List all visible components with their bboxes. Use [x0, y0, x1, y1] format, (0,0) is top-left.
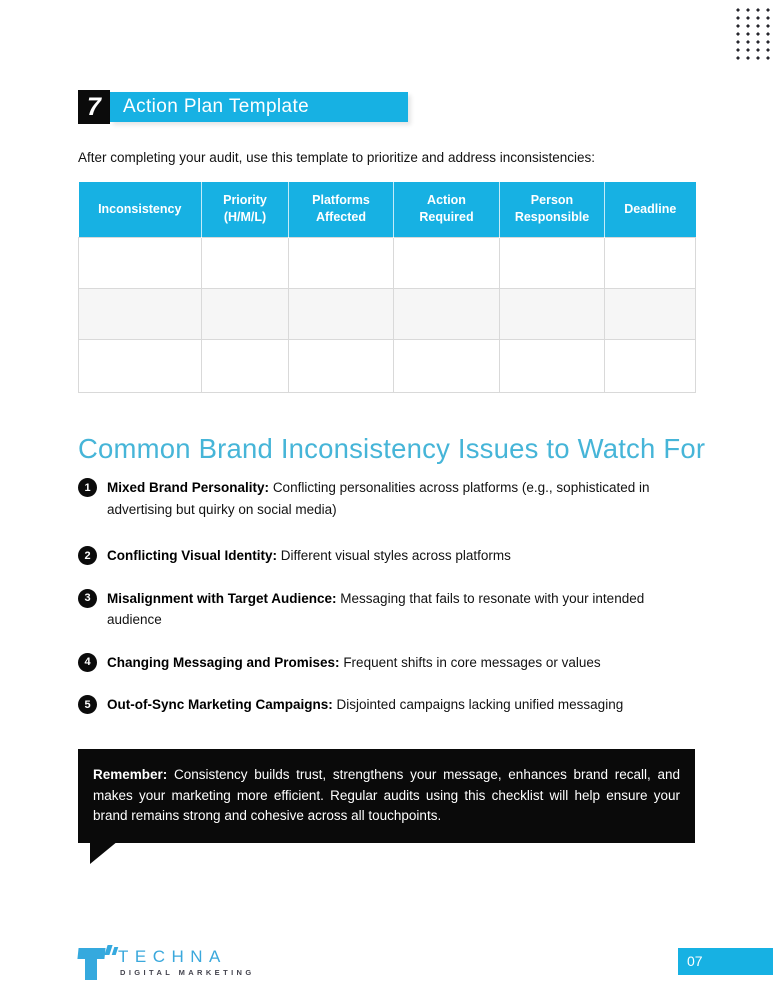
column-header-deadline: Deadline: [605, 182, 696, 237]
intro-paragraph: After completing your audit, use this template to prioritize and address inconsistencies:: [78, 150, 596, 165]
table-cell: [202, 288, 289, 339]
list-item: [78, 652, 678, 674]
table-cell: [605, 288, 696, 339]
table-cell: [500, 339, 605, 392]
table-cell: [289, 288, 394, 339]
action-plan-table: [78, 182, 695, 393]
table-header-row: [79, 182, 696, 237]
issue-description: Conflicting personalities across platforms (e.g., sophisticated in advertising but quirky on social media): [107, 480, 650, 517]
dots-pattern-decoration: [733, 6, 773, 62]
column-header-person: Person Responsible: [500, 182, 605, 237]
table-cell: [79, 288, 202, 339]
brand-text: [118, 944, 255, 982]
issue-text: [107, 477, 663, 520]
table-cell: [79, 339, 202, 392]
list-item: [78, 588, 678, 631]
number-badge: 5: [78, 695, 97, 714]
issues-list: [78, 477, 678, 737]
section-number-badge: 7: [78, 90, 110, 124]
page-number-badge: 07: [678, 948, 773, 975]
table-cell: [605, 339, 696, 392]
number-badge: 1: [78, 478, 97, 497]
techna-logo-icon: [78, 944, 118, 982]
issue-text: [107, 588, 663, 631]
brand-logo: [78, 944, 255, 982]
column-header-priority: Priority (H/M/L): [202, 182, 289, 237]
issue-description: Different visual styles across platforms: [280, 548, 511, 563]
issue-title: Conflicting Visual Identity:: [107, 548, 278, 563]
table-cell: [289, 237, 394, 288]
table-cell: [500, 288, 605, 339]
table-row: [79, 237, 696, 288]
section-header: [78, 90, 408, 124]
table-cell: [79, 237, 202, 288]
issue-text: [107, 694, 623, 716]
issue-title: Mixed Brand Personality:: [107, 480, 270, 495]
issue-description: Messaging that fails to resonate with your intended audience: [107, 590, 645, 627]
table-cell: [394, 237, 500, 288]
number-badge: 2: [78, 546, 97, 565]
list-item: [78, 477, 678, 520]
list-item: [78, 545, 678, 567]
issue-description: Frequent shifts in core messages or values: [343, 654, 601, 670]
table-row: [79, 288, 696, 339]
issue-title: Changing Messaging and Promises:: [107, 654, 340, 670]
issue-text: [107, 652, 601, 674]
speech-bubble-tail: [90, 841, 118, 864]
column-header-inconsistency: Inconsistency: [79, 182, 202, 237]
table-cell: [202, 339, 289, 392]
issue-title: Misalignment with Target Audience:: [107, 590, 337, 606]
brand-tagline: DIGITAL MARKETING: [120, 968, 255, 977]
remember-text: Consistency builds trust, strengthens your message, enhances brand recall, and makes your marketing more efficient. Regular audits using this checklist will help ensure your brand remains strong and cohesive across all touchpoints.: [93, 767, 680, 823]
column-header-platforms: Platforms Affected: [289, 182, 394, 237]
remember-label: Remember:: [93, 767, 168, 782]
issue-description: Disjointed campaigns lacking unified messaging: [336, 697, 624, 712]
table-row: [79, 339, 696, 392]
issues-heading: Common Brand Inconsistency Issues to Watch For: [78, 433, 706, 464]
table-cell: [202, 237, 289, 288]
table-cell: [394, 339, 500, 392]
section-title-banner: Action Plan Template: [110, 92, 408, 122]
issue-text: [107, 545, 511, 567]
number-badge: 4: [78, 653, 97, 672]
column-header-action: Action Required: [394, 182, 500, 237]
table-cell: [394, 288, 500, 339]
table-cell: [605, 237, 696, 288]
issue-title: Out-of-Sync Marketing Campaigns:: [107, 697, 333, 712]
remember-callout: [78, 749, 695, 843]
number-badge: 3: [78, 589, 97, 608]
table-cell: [500, 237, 605, 288]
list-item: [78, 694, 678, 716]
brand-name: TECHNA: [118, 947, 227, 966]
table-cell: [289, 339, 394, 392]
